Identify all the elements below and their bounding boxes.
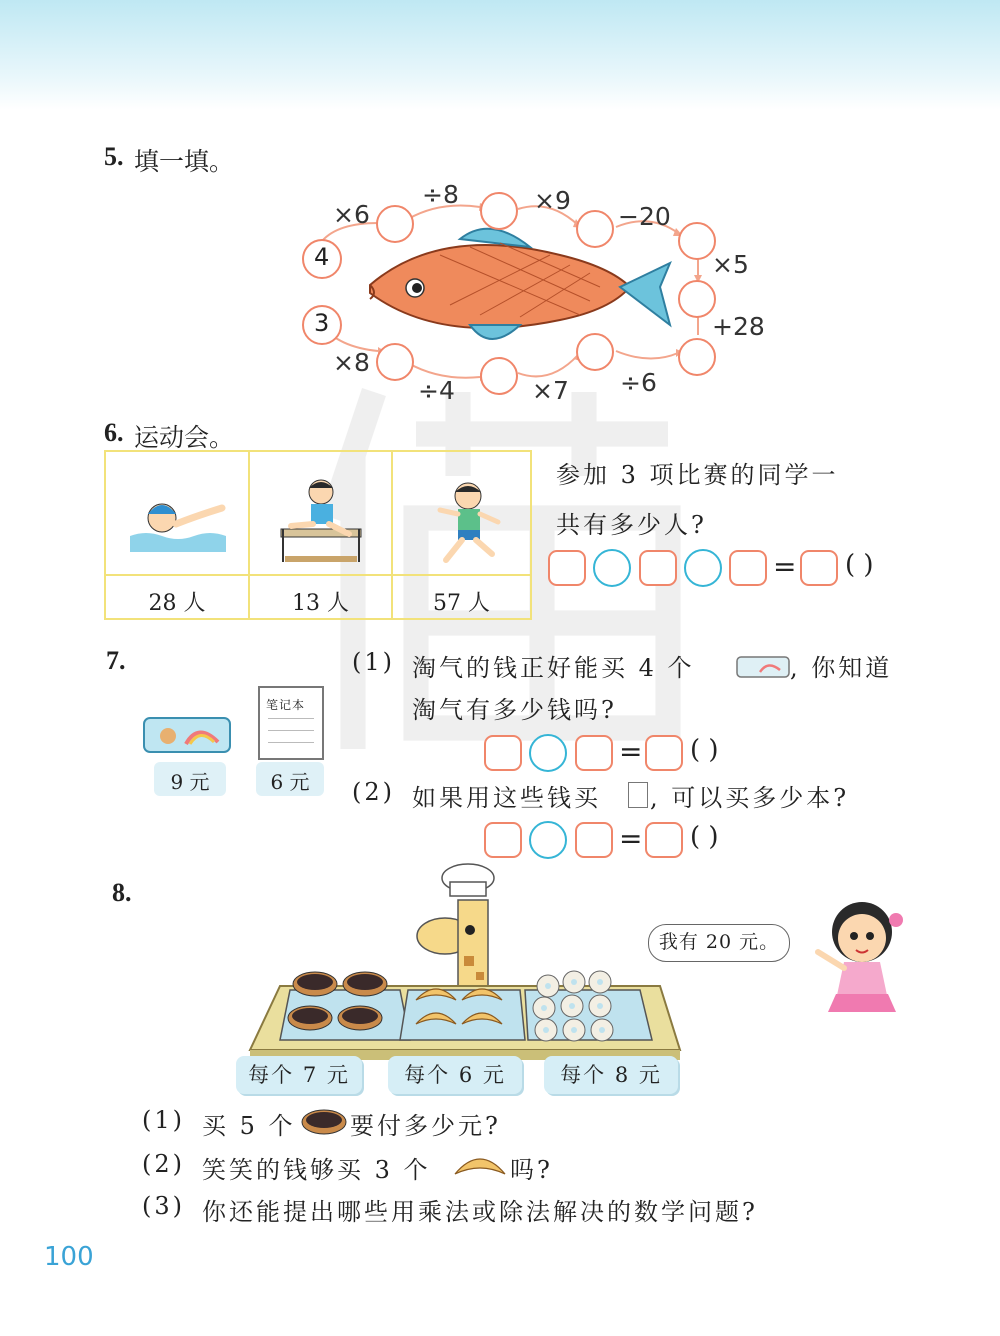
hurdler-icon	[271, 474, 371, 564]
q5-op: ÷4	[418, 376, 455, 405]
q7-sub1-number-blank[interactable]	[575, 735, 613, 771]
q5-answer-blank[interactable]	[480, 192, 518, 230]
q7-sub1-line1a: 淘气的钱正好能买 4 个	[412, 654, 695, 682]
q7-sub2-unit-blank[interactable]: ( )	[690, 822, 719, 852]
q6-cell-label: 28 人	[148, 591, 206, 616]
q7-sub1-equals: =	[619, 735, 643, 768]
q8-sub2-text-a: 笑笑的钱够买 3 个	[202, 1156, 431, 1184]
q5-op: ×9	[534, 186, 571, 215]
q6-result-blank[interactable]	[800, 550, 838, 586]
runner-icon	[416, 480, 516, 566]
q7-sub1-line1b: , 你知道	[790, 654, 893, 682]
q8-sub3-text: 你还能提出哪些用乘法或除法解决的数学问题?	[202, 1198, 758, 1226]
q7-sub2-number: (2)	[352, 778, 395, 806]
notebook-icon	[258, 686, 324, 760]
notebook-price: 6 元	[256, 762, 324, 796]
q6-number-blank[interactable]	[639, 550, 677, 586]
price-tag-croissant: 每个 6 元	[388, 1056, 522, 1094]
q5-start-top-value: 4	[314, 243, 330, 271]
q8-sub2-number: (2)	[142, 1150, 185, 1178]
q7-sub2-text-a: 如果用这些钱买	[412, 784, 601, 812]
q6-title: 运动会。	[134, 423, 235, 452]
q5-number: 5.	[104, 142, 124, 171]
q6-number: 6.	[104, 418, 124, 447]
q7-sub1-result-blank[interactable]	[645, 735, 683, 771]
q6-cell-label: 13 人	[292, 591, 349, 616]
fish-icon	[370, 229, 670, 339]
q5-answer-blank[interactable]	[376, 205, 414, 243]
q7-sub2-number-blank[interactable]	[575, 822, 613, 858]
q8-number: 8.	[112, 878, 132, 907]
q5-title: 填一填。	[134, 147, 235, 176]
q8-sub1-number: (1)	[142, 1106, 185, 1134]
price-tag-white-donut: 每个 8 元	[544, 1056, 678, 1094]
q8-sub1-text-a: 买 5 个	[202, 1112, 296, 1140]
q7-sub1-unit-blank[interactable]: ( )	[690, 735, 719, 765]
q7-sub2-result-blank[interactable]	[645, 822, 683, 858]
q5-answer-blank[interactable]	[678, 338, 716, 376]
pencil-box-icon	[736, 654, 790, 680]
q6-operator-blank[interactable]	[684, 549, 722, 587]
q7-number: 7.	[106, 646, 126, 675]
q5-answer-blank[interactable]	[576, 333, 614, 371]
swimmer-icon	[126, 486, 230, 556]
q8-sub2-text-b: 吗?	[510, 1156, 553, 1184]
bakery-counter-illustration	[240, 860, 700, 1060]
q5-answer-blank[interactable]	[678, 222, 716, 260]
q6-number-blank[interactable]	[548, 550, 586, 586]
pencil-box-icon	[142, 712, 234, 756]
q5-op: ×8	[333, 348, 370, 377]
q6-question-line1: 参加 3 项比赛的同学一	[556, 461, 839, 489]
q6-cell-label: 57 人	[433, 591, 490, 616]
q5-answer-blank[interactable]	[576, 210, 614, 248]
q7-sub2-equals: =	[619, 822, 643, 855]
q5-op: ÷8	[422, 180, 459, 209]
chocolate-donut-icon	[300, 1108, 348, 1136]
q5-answer-blank[interactable]	[376, 343, 414, 381]
q8-sub1-text-b: 要付多少元?	[350, 1112, 501, 1140]
q7-sub2-number-blank[interactable]	[484, 822, 522, 858]
header-band	[0, 0, 1000, 110]
q5-op: ×6	[333, 200, 370, 229]
q7-sub1-number-blank[interactable]	[484, 735, 522, 771]
q5-answer-blank[interactable]	[480, 357, 518, 395]
q6-operator-blank[interactable]	[593, 549, 631, 587]
q5-op: +28	[712, 312, 765, 341]
q6-question-line2: 共有多少人?	[556, 511, 707, 539]
q5-op: ×7	[532, 376, 569, 405]
speech-bubble: 我有 20 元。	[648, 924, 790, 962]
girl-icon	[800, 890, 930, 1020]
q6-table	[104, 450, 532, 620]
q7-sub2-operator-blank[interactable]	[529, 821, 567, 859]
q5-op: −20	[618, 202, 671, 231]
notebook-icon	[628, 782, 648, 808]
q7-sub2-text-b: , 可以买多少本?	[650, 784, 850, 812]
page-number: 100	[44, 1242, 94, 1272]
q6-equals: =	[773, 550, 797, 583]
croissant-icon	[452, 1148, 508, 1178]
pencil-box-price: 9 元	[154, 762, 226, 796]
q5-op: ÷6	[620, 368, 657, 397]
q5-start-bottom-value: 3	[314, 309, 330, 337]
q7-sub1-line2: 淘气有多少钱吗?	[412, 696, 617, 724]
q5-op: ×5	[712, 250, 749, 279]
price-tag-chocolate-donut: 每个 7 元	[236, 1056, 362, 1094]
q5-answer-blank[interactable]	[678, 280, 716, 318]
notebook-cover-text: 笔记本	[266, 698, 306, 712]
q7-sub1-operator-blank[interactable]	[529, 734, 567, 772]
giraffe-chef-icon	[417, 864, 494, 990]
q7-sub1-number: (1)	[352, 648, 395, 676]
q8-sub3-number: (3)	[142, 1192, 185, 1220]
q6-unit-blank[interactable]: ( )	[845, 550, 874, 580]
q6-number-blank[interactable]	[729, 550, 767, 586]
